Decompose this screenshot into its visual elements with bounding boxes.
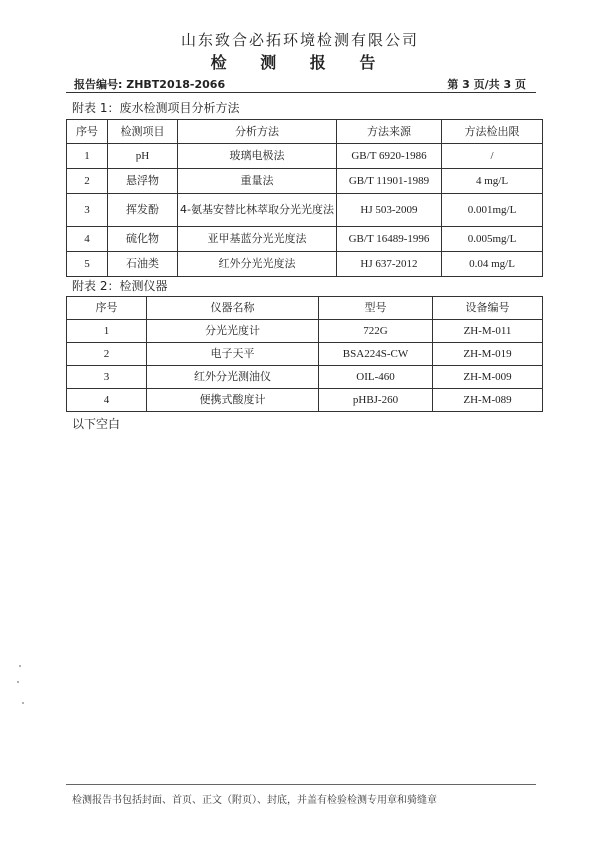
header-divider [66, 92, 536, 93]
table-cell: 3 [67, 366, 147, 389]
table-row [67, 343, 543, 366]
blank-note: 以下空白 [72, 417, 121, 431]
table-cell: ZH-M-011 [433, 320, 543, 343]
table-cell: HJ 637-2012 [337, 252, 442, 277]
table-cell: 亚甲基蓝分光光度法 [178, 227, 337, 252]
table-cell: ZH-M-089 [433, 389, 543, 412]
instruments-table [66, 296, 543, 412]
table-cell: 1 [67, 144, 108, 169]
analysis-methods-table [66, 119, 543, 277]
scan-speck [22, 702, 24, 704]
table-row [67, 227, 543, 252]
table-cell: 石油类 [108, 252, 178, 277]
table-row [67, 389, 543, 412]
table-cell: BSA224S-CW [319, 343, 433, 366]
page-info: 第 3 页/共 3 页 [447, 78, 526, 91]
table-row [67, 366, 543, 389]
table-cell: 722G [319, 320, 433, 343]
table-cell: GB/T 11901-1989 [337, 169, 442, 194]
table-cell: GB/T 6920-1986 [337, 144, 442, 169]
scan-speck [19, 665, 21, 667]
table-cell: pHBJ-260 [319, 389, 433, 412]
header-cell: 分析方法 [178, 120, 337, 144]
table-cell: HJ 503-2009 [337, 194, 442, 227]
table-cell: 0.001mg/L [442, 194, 543, 227]
header-cell: 设备编号 [433, 297, 543, 320]
table-cell: 重量法 [178, 169, 337, 194]
table-cell: 2 [67, 169, 108, 194]
table-cell: 红外分光测油仪 [147, 366, 319, 389]
table-row [67, 194, 543, 227]
table-cell: ZH-M-019 [433, 343, 543, 366]
report-number: 报告编号: ZHBT2018-2066 [74, 78, 226, 91]
table-row [67, 320, 543, 343]
table-cell: / [442, 144, 543, 169]
table-cell: GB/T 16489-1996 [337, 227, 442, 252]
table-row [67, 144, 543, 169]
table-row [67, 252, 543, 277]
company-name: 山东致合必拓环境检测有限公司 [180, 31, 419, 49]
table-cell: 便携式酸度计 [147, 389, 319, 412]
scan-speck [17, 681, 19, 683]
table1-caption: 附表 1：废水检测项目分析方法 [72, 101, 240, 115]
header-cell: 方法来源 [337, 120, 442, 144]
table-header-row [67, 120, 543, 144]
table-cell: 红外分光光度法 [178, 252, 337, 277]
header-cell: 仪器名称 [147, 297, 319, 320]
footer-divider [66, 784, 536, 785]
table-cell: 2 [67, 343, 147, 366]
footer-note: 检测报告书包括封面、首页、正文（附页）、封底，并盖有检验检测专用章和骑缝章 [72, 795, 437, 806]
header-cell: 检测项目 [108, 120, 178, 144]
table-cell: 分光光度计 [147, 320, 319, 343]
table-cell: 4 [67, 389, 147, 412]
table-cell: 4 mg/L [442, 169, 543, 194]
table-cell: 玻璃电极法 [178, 144, 337, 169]
table-row [67, 169, 543, 194]
report-meta [74, 76, 526, 92]
table-cell: ZH-M-009 [433, 366, 543, 389]
table-cell: pH [108, 144, 178, 169]
table-cell: 4 [67, 227, 108, 252]
table-cell: 0.04 mg/L [442, 252, 543, 277]
table-cell: 电子天平 [147, 343, 319, 366]
table-cell: 悬浮物 [108, 169, 178, 194]
table-cell: 5 [67, 252, 108, 277]
header-cell: 方法检出限 [442, 120, 543, 144]
table2-caption: 附表 2：检测仪器 [72, 279, 168, 293]
header-cell: 序号 [67, 297, 147, 320]
table-cell: OIL-460 [319, 366, 433, 389]
table-cell: 0.005mg/L [442, 227, 543, 252]
report-title: 检 测 报 告 [210, 53, 390, 72]
table-cell: 挥发酚 [108, 194, 178, 227]
header-cell: 序号 [67, 120, 108, 144]
header-cell: 型号 [319, 297, 433, 320]
table-cell: 硫化物 [108, 227, 178, 252]
table-cell: 4-氨基安替比林萃取分光光度法 [178, 194, 337, 227]
table-header-row [67, 297, 543, 320]
table-cell: 1 [67, 320, 147, 343]
table-cell: 3 [67, 194, 108, 227]
